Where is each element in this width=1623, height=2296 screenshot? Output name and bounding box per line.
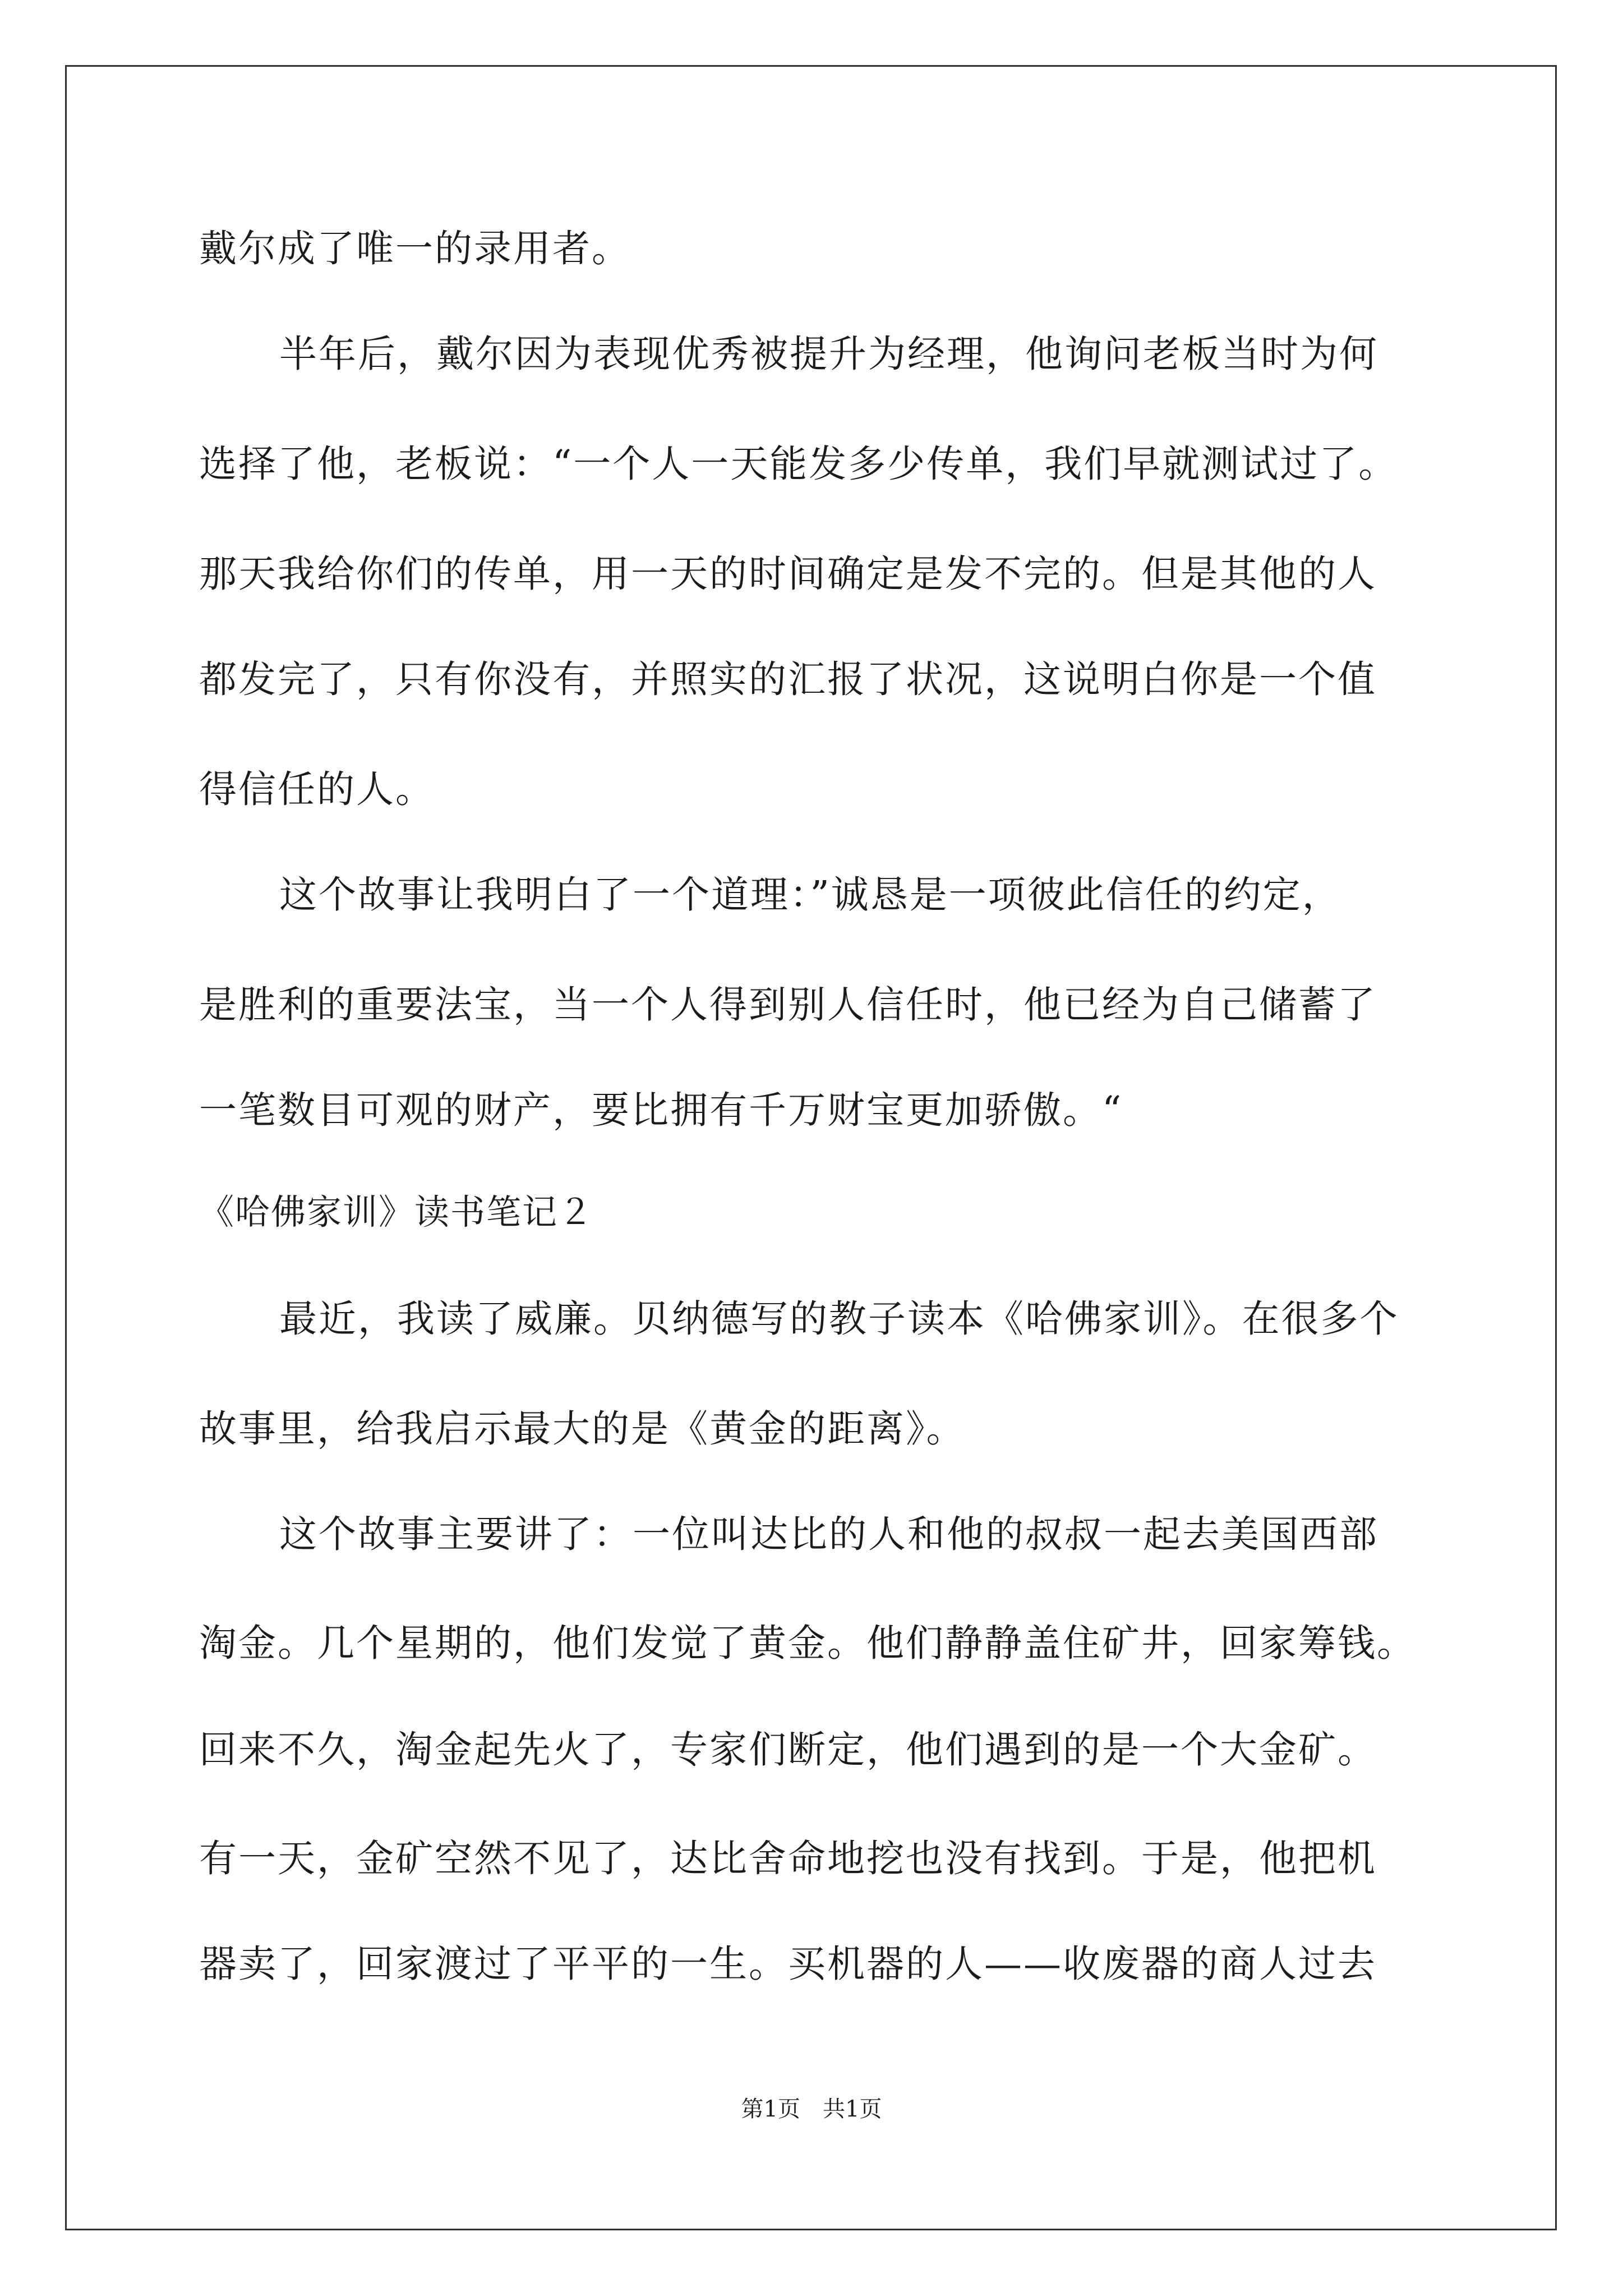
text-line: 选择了他，老板说：“一个人一天能发多少传单，我们早就测试过了。: [199, 442, 1398, 486]
text-line: 都发完了，只有你没有，并照实的汇报了状况，这说明白你是一个值: [199, 657, 1377, 701]
text-line: 一笔数目可观的财产，要比拥有千万财宝更加骄傲。“: [199, 1088, 1123, 1132]
section-heading: 《哈佛家训》读书笔记２: [199, 1191, 594, 1232]
text-line: 那天我给你们的传单，用一天的时间确定是发不完的。但是其他的人: [199, 552, 1377, 596]
text-line: 这个故事让我明白了一个道理：”诚恳是一项彼此信任的约定，: [279, 873, 1341, 917]
text-line: 有一天，金矿空然不见了，达比舍命地挖也没有找到。于是，他把机: [199, 1837, 1377, 1880]
text-line: 得信任的人。: [199, 767, 435, 811]
text-line: 是胜利的重要法宝，当一个人得到别人信任时，他已经为自己储蓄了: [199, 983, 1377, 1027]
page-number-footer: 第1页 共1页: [741, 2096, 882, 2122]
text-line: 最近，我读了威廉。贝纳德写的教子读本《哈佛家训》。在很多个: [279, 1297, 1399, 1341]
text-line: 戴尔成了唯一的录用者。: [199, 227, 631, 270]
text-line: 故事里，给我启示最大的是《黄金的距离》。: [199, 1407, 966, 1451]
text-line: 半年后，戴尔因为表现优秀被提升为经理，他询问老板当时为何: [279, 332, 1378, 376]
text-line: 这个故事主要讲了：一位叫达比的人和他的叔叔一起去美国西部: [279, 1512, 1378, 1556]
text-line: 回来不久，淘金起先火了，专家们断定，他们遇到的是一个大金矿。: [199, 1728, 1377, 1772]
page-border: [65, 65, 1557, 2230]
text-line: 器卖了，回家渡过了平平的一生。买机器的人——收废器的商人过去: [199, 1942, 1377, 1986]
text-line: 淘金。几个星期的，他们发觉了黄金。他们静静盖住矿井，回家筹钱。: [199, 1621, 1416, 1665]
